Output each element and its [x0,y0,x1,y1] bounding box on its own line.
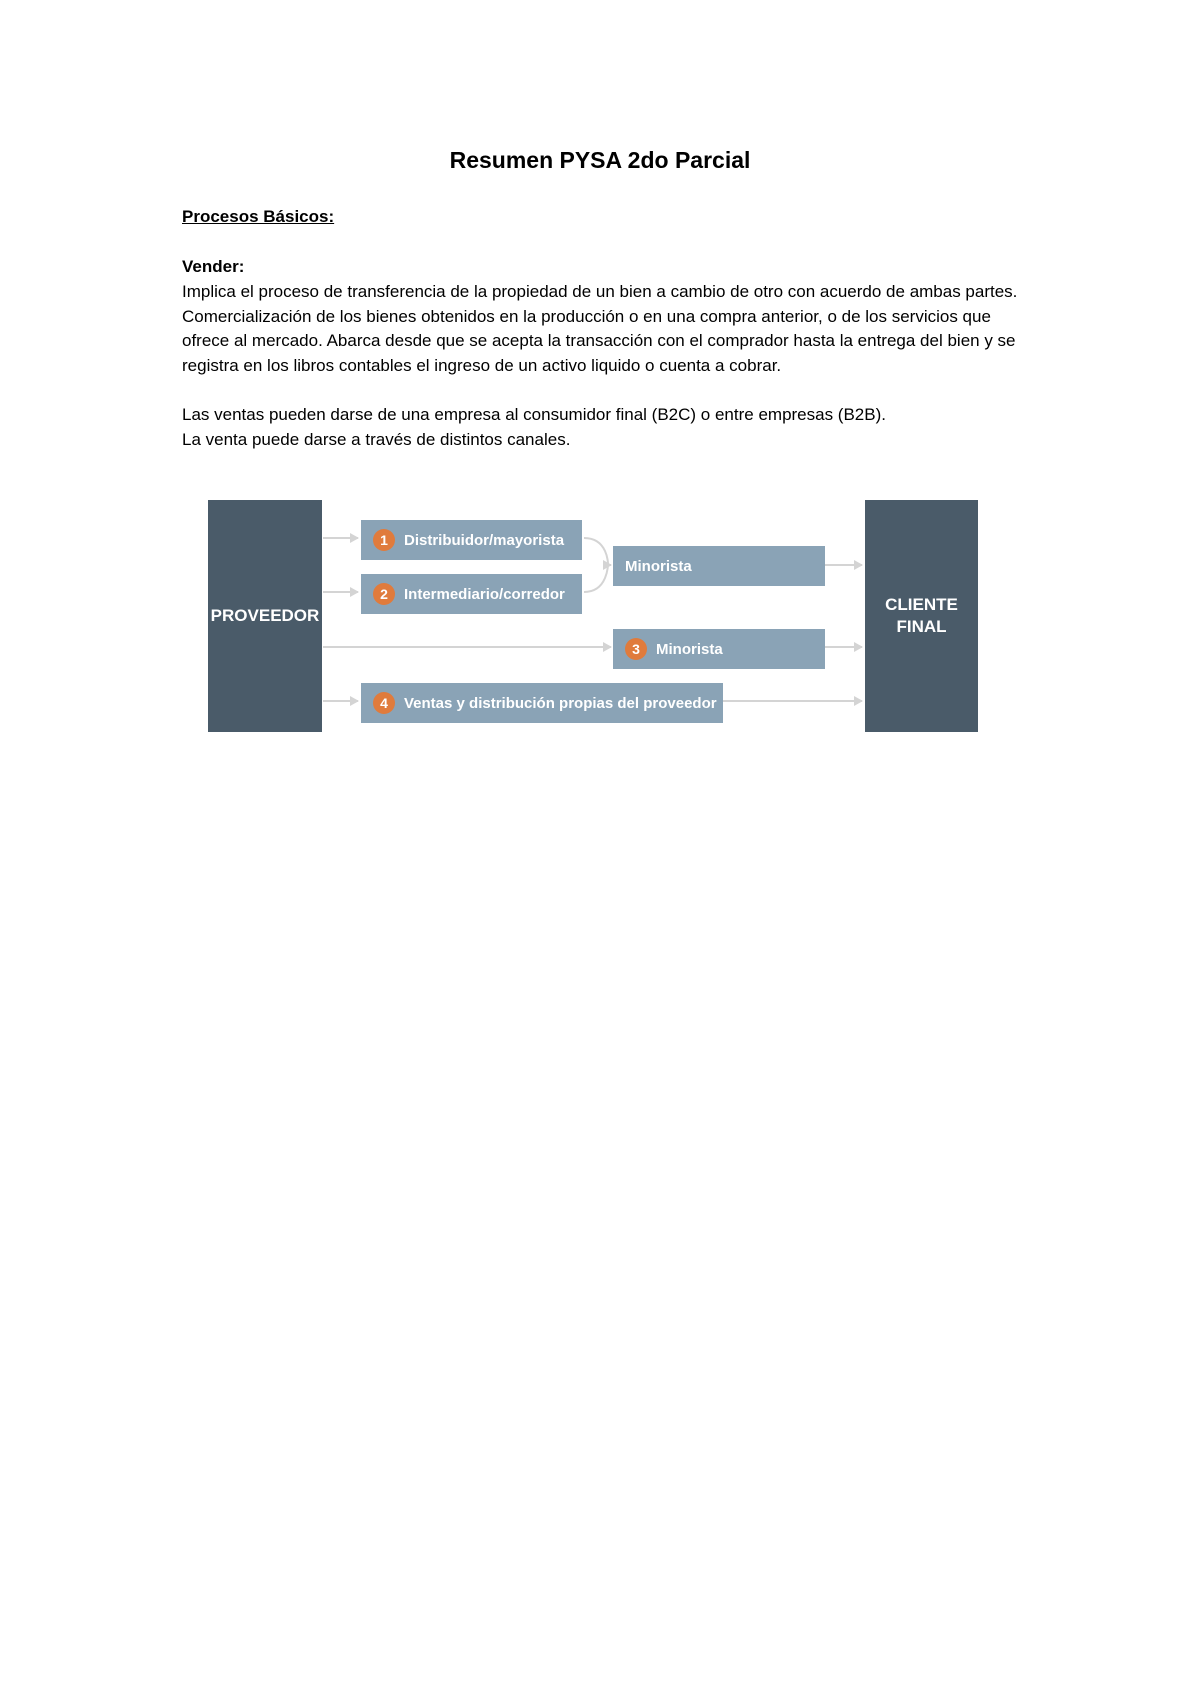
sales-channels-diagram [208,500,978,732]
paragraph-definition: Implica el proceso de transferencia de la propiedad de un bien a cambio de otro con acuerdo de ambas partes. Comercialización de los bienes obtenidos en la producción o en una compra anterior, o de los servicios que ofrece al mercado. Abarca desde que se acepta la transacción con el comprador hasta la entrega del bien y se registra en los libros contables el ingreso de un activo liquido o cuenta a cobrar. [182,282,1018,375]
channel-4-box [361,683,723,723]
cliente-final-label-line1: CLIENTE [885,595,958,614]
paragraph-b2c-b2b: Las ventas pueden darse de una empresa al consumidor final (B2C) o entre empresas (B2B). [182,405,886,424]
shared-retailer-box [613,546,825,586]
shared-retailer-label: Minorista [625,557,692,575]
channel-1-box [361,520,582,560]
channel-1-label: Distribuidor/mayorista [404,531,565,549]
cliente-final-label-line2: FINAL [896,617,947,636]
section-heading: Procesos Básicos: [182,207,335,226]
merge-bracket [584,538,608,592]
channel-3-number: 3 [625,638,647,660]
cliente-final-box [865,500,978,732]
channel-2-box [361,574,582,614]
proveedor-box [208,500,322,732]
document-title: Resumen PYSA 2do Parcial [449,147,751,173]
subheading-vender: Vender: [182,257,245,276]
proveedor-label: PROVEEDOR [210,606,320,625]
channel-2-number: 2 [373,583,395,605]
channel-4-label: Ventas y distribución propias del proveedor [404,694,717,712]
channel-2-label: Intermediario/corredor [404,585,565,603]
channel-3-label: Minorista [656,640,723,658]
paragraph-channels: La venta puede darse a través de distintos canales. [182,430,571,449]
channel-1-number: 1 [373,529,395,551]
channel-4-number: 4 [373,692,395,714]
channel-3-box [613,629,825,669]
